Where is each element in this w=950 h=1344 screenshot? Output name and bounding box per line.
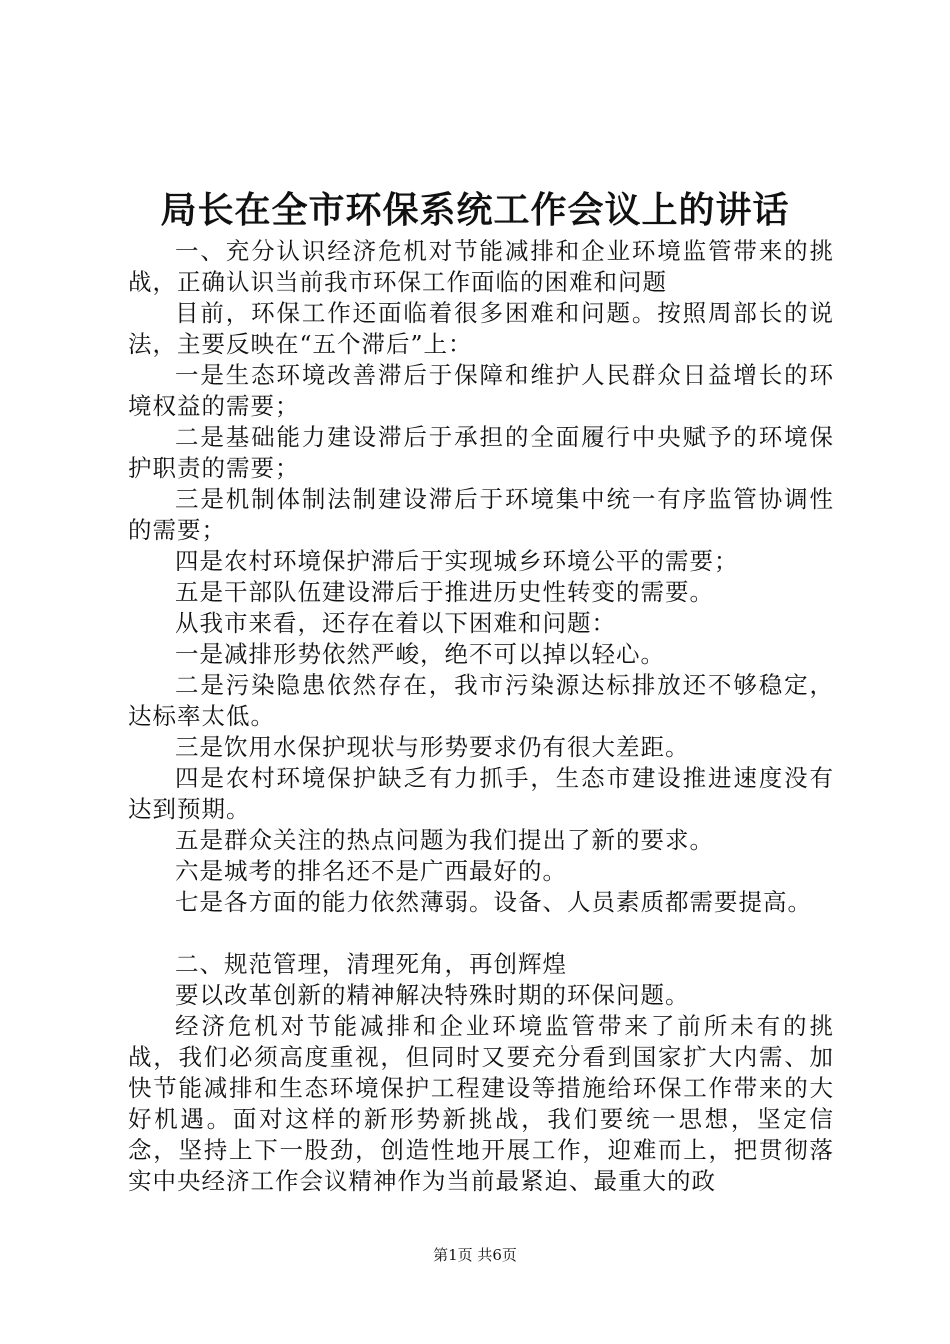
paragraph: 目前，环保工作还面临着很多困难和问题。按照周部长的说法，主要反映在“五个滞后”上： (128, 299, 834, 358)
paragraph: 要以改革创新的精神解决特殊时期的环保问题。 (175, 981, 690, 1009)
page-number: 第1页 共6页 (433, 1246, 517, 1264)
list-item: 四是农村环境保护缺乏有力抓手，生态市建设推进速度没有达到预期。 (128, 764, 834, 823)
list-item: 二是污染隐患依然存在，我市污染源达标排放还不够稳定，达标率太低。 (128, 671, 834, 730)
list-item: 五是干部队伍建设滞后于推进历史性转变的需要。 (175, 578, 714, 606)
list-item: 一是减排形势依然严峻，绝不可以掉以轻心。 (175, 640, 665, 668)
list-item: 二是基础能力建设滞后于承担的全面履行中央赋予的环境保护职责的需要； (128, 423, 834, 482)
list-item: 四是农村环境保护滞后于实现城乡环境公平的需要； (175, 547, 739, 575)
paragraph: 从我市来看，还存在着以下困难和问题： (175, 609, 616, 637)
section-heading-2: 二、规范管理，清理死角，再创辉煌 (175, 950, 567, 978)
list-item: 七是各方面的能力依然薄弱。设备、人员素质都需要提高。 (175, 888, 812, 916)
list-item: 五是群众关注的热点问题为我们提出了新的要求。 (175, 826, 714, 854)
section-heading-1: 一、充分认识经济危机对节能减排和企业环境监管带来的挑战，正确认识当前我市环保工作面临的困难和问题 (128, 237, 834, 296)
list-item: 三是机制体制法制建设滞后于环境集中统一有序监管协调性的需要； (128, 485, 834, 544)
paragraph: 经济危机对节能减排和企业环境监管带来了前所未有的挑战，我们必须高度重视，但同时又要充分看到国家扩大内需、加快节能减排和生态环境保护工程建设等措施给环保工作带来的大好机遇。面对这样的新形势新挑战，我们要统一思想，坚定信念，坚持上下一股劲，创造性地开展工作，迎难而上，把贯彻落实中央经济工作会议精神作为当前最紧迫、最重大的政 (128, 1012, 834, 1195)
list-item: 六是城考的排名还不是广西最好的。 (175, 857, 567, 885)
blank-line (128, 918, 834, 949)
page-title: 局长在全市环保系统工作会议上的讲话 (160, 189, 790, 231)
list-item: 一是生态环境改善滞后于保障和维护人民群众日益增长的环境权益的需要； (128, 361, 834, 420)
document-body (128, 236, 834, 1197)
list-item: 三是饮用水保护现状与形势要求仍有很大差距。 (175, 733, 690, 761)
